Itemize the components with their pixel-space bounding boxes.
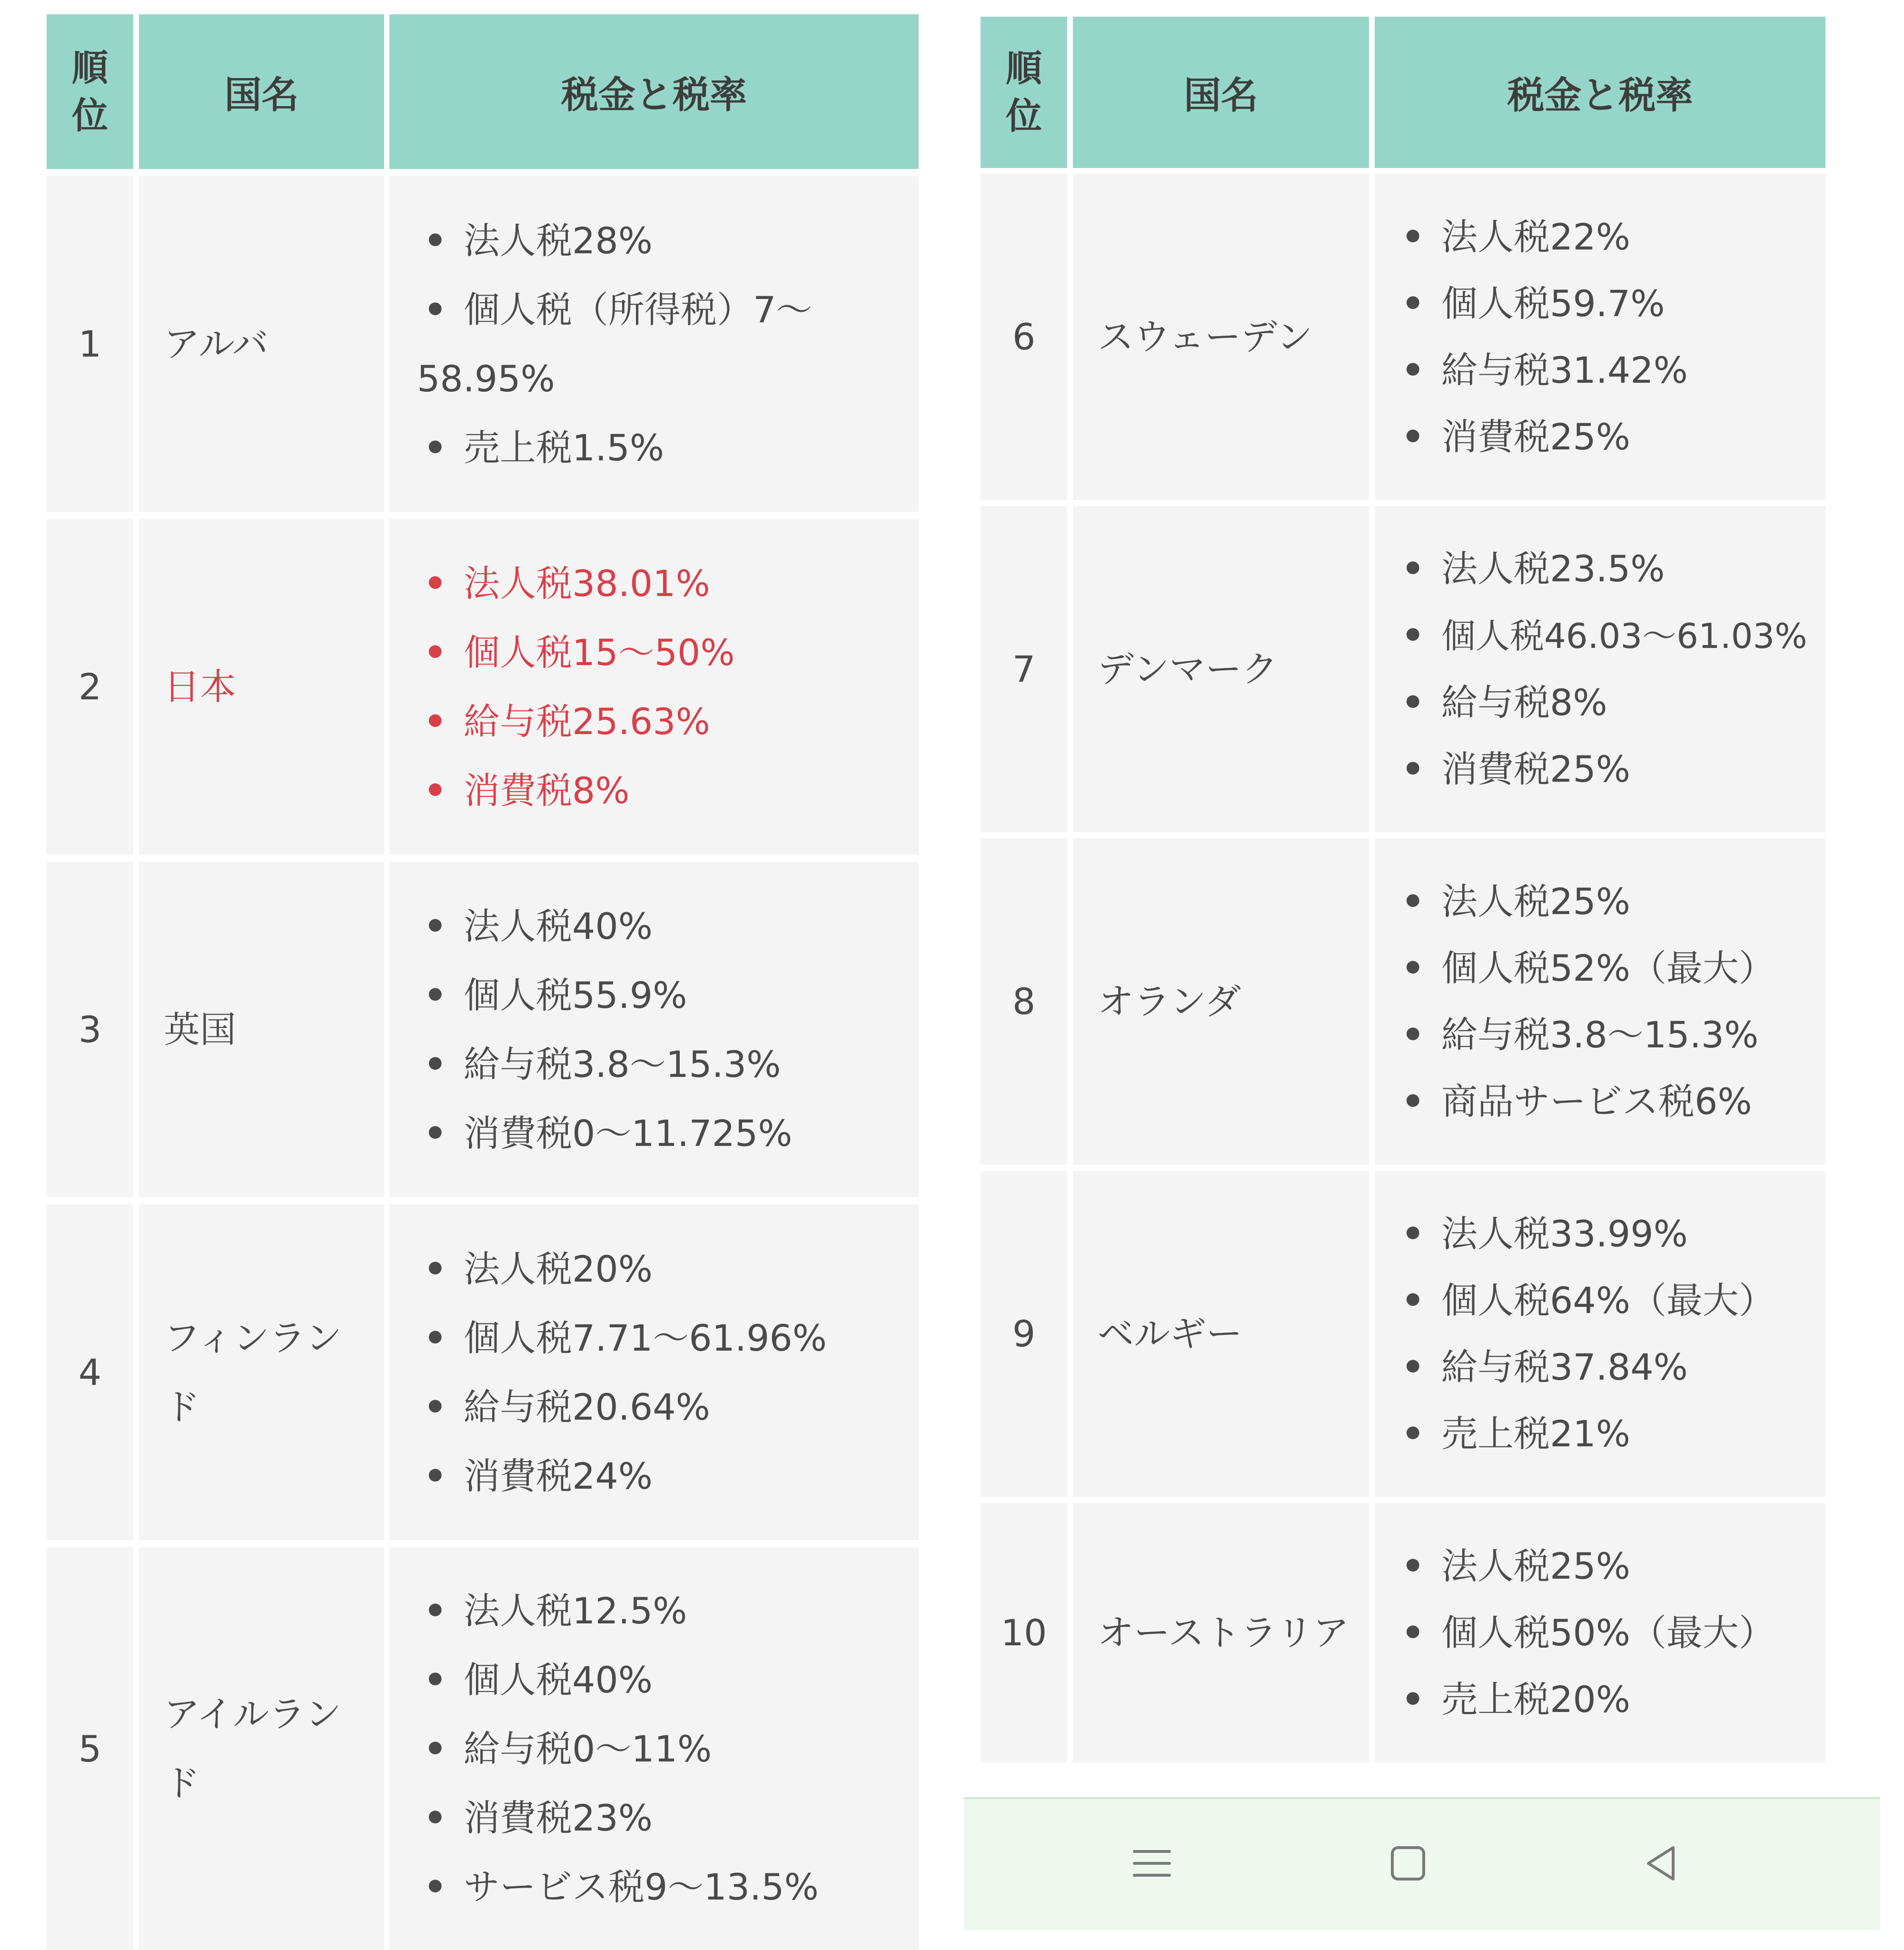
home-square-icon[interactable] [1382, 1837, 1434, 1890]
row-4-rank: 4 [47, 1204, 133, 1540]
row-8-country: オランダ [1073, 838, 1369, 1164]
row-4-taxes [389, 1204, 919, 1540]
row-3-rank: 3 [47, 862, 133, 1197]
header-taxes: 税金と税率 [389, 14, 919, 169]
tax-item: • 給与税37.84% [1401, 1345, 1688, 1388]
row-6-taxes [1375, 174, 1825, 500]
tax-item: • 個人税64%（最大） [1401, 1279, 1775, 1322]
row-1-rank: 1 [47, 176, 133, 512]
tax-item: • 消費税0〜11.725% [424, 1112, 793, 1154]
header-taxes: 税金と税率 [1375, 17, 1825, 168]
tax-item: • 法人税23.5% [1401, 547, 1665, 590]
tax-item: • 消費税23% [424, 1796, 653, 1839]
row-2-taxes [389, 519, 919, 855]
row-3-taxes [389, 862, 919, 1197]
tax-item: • 売上税21% [1401, 1412, 1630, 1455]
tax-item: • 法人税25% [1401, 880, 1630, 923]
row-6-rank: 6 [981, 174, 1067, 500]
tax-item: • 個人税52%（最大） [1401, 946, 1775, 989]
back-triangle-icon[interactable] [1635, 1837, 1687, 1890]
header-rank: 順位 [47, 14, 133, 169]
row-1-taxes [389, 176, 919, 512]
tax-item: • 法人税38.01% [424, 562, 710, 605]
row-10-rank: 10 [981, 1503, 1067, 1762]
row-10-country: オーストラリア [1073, 1503, 1369, 1762]
tax-item: • 個人税55.9% [424, 974, 687, 1016]
tax-item: • 消費税8% [424, 769, 630, 812]
tax-item: • 給与税3.8〜15.3% [424, 1043, 781, 1085]
row-7-rank: 7 [981, 506, 1067, 832]
tax-item: • 商品サービス税6% [1401, 1080, 1752, 1123]
tax-item: • 消費税25% [1401, 415, 1630, 458]
tax-item: • 個人税7.71〜61.96% [424, 1316, 827, 1359]
row-2-rank: 2 [47, 519, 133, 855]
tax-item: • 売上税20% [1401, 1678, 1630, 1721]
system-navigation-bar [964, 1797, 1880, 1930]
row-3-country: 英国 [139, 862, 384, 1197]
row-9-rank: 9 [981, 1171, 1067, 1497]
tax-item: • 法人税28% [424, 219, 653, 262]
tax-item: • 売上税1.5% [424, 426, 664, 469]
header-country: 国名 [139, 14, 384, 169]
row-8-taxes [1375, 838, 1825, 1164]
row-4-country: フィンランド [139, 1204, 384, 1540]
row-7-taxes [1375, 506, 1825, 832]
row-2-country: 日本 [139, 519, 384, 855]
row-6-country: スウェーデン [1073, 174, 1369, 500]
row-5-rank: 5 [47, 1547, 133, 1950]
row-5-country: アイルランド [139, 1547, 384, 1950]
tax-item: • 法人税22% [1401, 215, 1630, 258]
tax-item: • 個人税50%（最大） [1401, 1611, 1775, 1654]
tax-item: • 給与税20.64% [424, 1385, 710, 1428]
tax-item: • 給与税31.42% [1401, 348, 1688, 391]
tax-item: • 消費税25% [1401, 748, 1630, 790]
tax-item: • 個人税15〜50% [424, 631, 735, 674]
tax-item: • 給与税0〜11% [424, 1727, 712, 1770]
tax-item: • 個人税40% [424, 1658, 653, 1701]
tax-item: • 法人税40% [424, 905, 653, 947]
tax-item: • サービス税9〜13.5% [424, 1865, 819, 1908]
tax-item: • 法人税33.99% [1401, 1212, 1688, 1255]
tax-item: • 法人税25% [1401, 1544, 1630, 1587]
tax-item: • 個人税46.03〜61.03% [1401, 614, 1807, 657]
header-country: 国名 [1073, 17, 1369, 168]
row-1-country: アルバ [139, 176, 384, 512]
tax-item: • 法人税20% [424, 1247, 653, 1290]
row-10-taxes [1375, 1503, 1825, 1762]
row-5-taxes [389, 1547, 919, 1950]
row-9-country: ベルギー [1073, 1171, 1369, 1497]
tax-item: • 個人税59.7% [1401, 282, 1665, 325]
row-9-taxes [1375, 1171, 1825, 1497]
tax-item: • 個人税（所得税）7〜58.95% [417, 288, 813, 400]
menu-icon[interactable] [1126, 1837, 1178, 1890]
tax-item: • 給与税8% [1401, 681, 1607, 724]
tax-item: • 消費税24% [424, 1454, 653, 1497]
tax-item: • 法人税12.5% [424, 1589, 687, 1632]
row-7-country: デンマーク [1073, 506, 1369, 832]
tax-item: • 給与税25.63% [424, 700, 710, 743]
header-rank: 順位 [981, 17, 1067, 168]
tax-item: • 給与税3.8〜15.3% [1401, 1013, 1759, 1056]
row-8-rank: 8 [981, 838, 1067, 1164]
